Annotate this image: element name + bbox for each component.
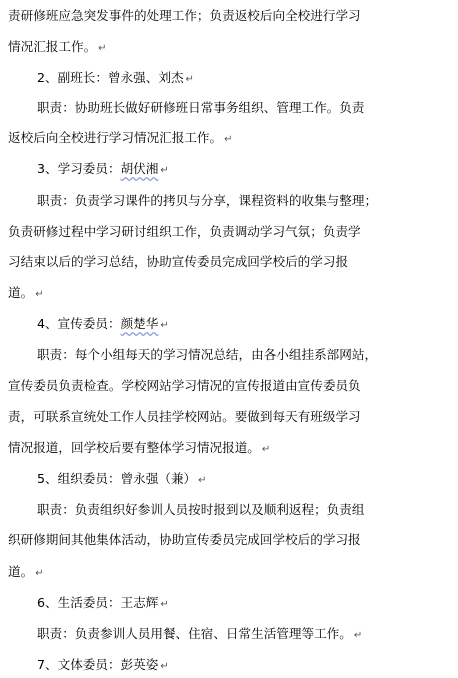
paragraph-mark-icon: ↵	[160, 599, 169, 610]
text-line: 道。 ↵	[8, 564, 44, 579]
text-line: 返校后向全校进行学习情况汇报工作。 ↵	[8, 130, 233, 145]
paragraph-mark-icon: ↵	[198, 475, 207, 486]
text-line: 6、生活委员：王志辉 ↵	[37, 595, 169, 610]
text-line: 责研修班应急突发事件的处理工作；负责返校后向全校进行学习	[8, 8, 361, 23]
text-line: 织研修期间其他集体活动，协助宣传委员完成回学校后的学习报	[8, 532, 361, 547]
paragraph-mark-icon: ↵	[98, 43, 107, 54]
text-line: 负责研修过程中学习研讨组织工作，负责调动学习气氛；负责学	[8, 224, 361, 239]
text-line: 职责：协助班长做好研修班日常事务组织、管理工作。负责	[37, 100, 365, 115]
paragraph-mark-icon: ↵	[185, 74, 194, 85]
paragraph-mark-icon: ↵	[160, 661, 169, 672]
text-line: 3、学习委员：胡伏湘 ↵	[37, 161, 169, 176]
text-line: 7、文体委员：彭英姿 ↵	[37, 657, 169, 672]
text-line: 职责：每个小组每天的学习情况总结，由各小组挂系部网站，	[37, 347, 378, 362]
paragraph-mark-icon: ↵	[160, 320, 169, 331]
text-line: 情况报道，回学校后要有整体学习情况报道。 ↵	[8, 440, 271, 455]
paragraph-mark-icon: ↵	[35, 289, 44, 300]
text-line: 职责：负责参训人员用餐、住宿、日常生活管理等工作。 ↵	[37, 626, 363, 641]
text-line: 道。 ↵	[8, 285, 44, 300]
paragraph-mark-icon: ↵	[35, 568, 44, 579]
text-line: 责，可联系宣统处工作人员挂学校网站。要做到每天有班级学习	[8, 409, 361, 424]
paragraph-mark-icon: ↵	[160, 165, 169, 176]
paragraph-mark-icon: ↵	[261, 444, 271, 455]
paragraph-mark-icon: ↵	[224, 134, 233, 145]
spellcheck-underlined-name: 胡伏湘	[120, 161, 159, 176]
spellcheck-underlined-name: 颜楚华	[120, 316, 159, 331]
text-line: 职责：负责学习课件的拷贝与分享，课程资料的收集与整理；	[37, 193, 378, 208]
text-line: 情况汇报工作。 ↵	[8, 39, 107, 54]
text-line: 习结束以后的学习总结，协助宣传委员完成回学校后的学习报	[8, 254, 349, 269]
text-line: 宣传委员负责检查。学校网站学习情况的宣传报道由宣传委员负	[8, 378, 361, 393]
text-line: 2、副班长：曾永强、刘杰 ↵	[37, 70, 194, 85]
text-line: 职责：负责组织好参训人员按时报到以及顺利返程；负责组	[37, 502, 365, 517]
text-line: 5、组织委员：曾永强（兼） ↵	[37, 471, 207, 486]
paragraph-mark-icon: ↵	[353, 630, 363, 641]
text-line: 4、宣传委员：颜楚华 ↵	[37, 316, 169, 331]
